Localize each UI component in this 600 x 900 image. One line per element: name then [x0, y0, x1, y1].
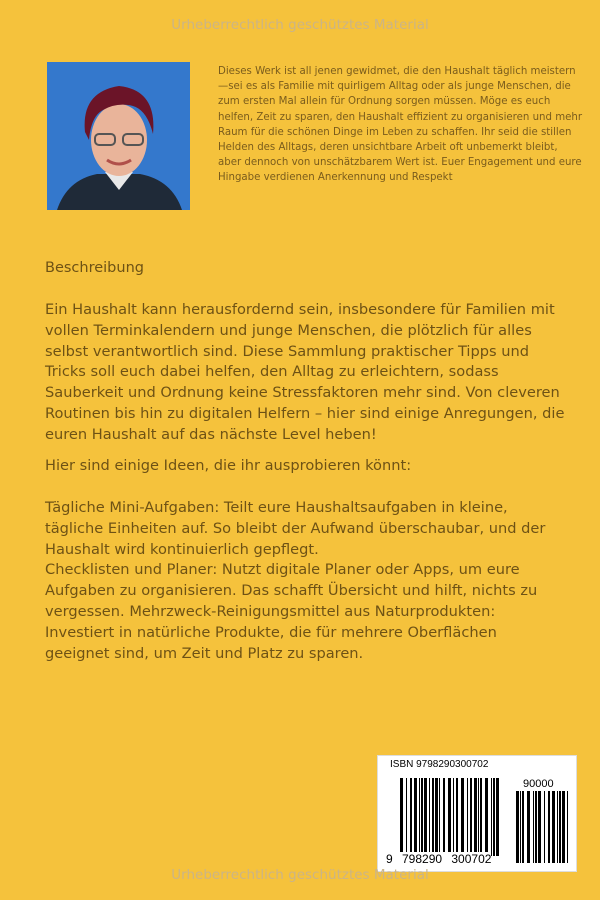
barcode-bars — [400, 778, 500, 856]
barcode-bar — [432, 778, 434, 856]
barcode-bar — [520, 791, 521, 863]
idea-item: Checklisten und Planer: Nutzt digitale Planer oder Apps, um eure Aufgaben zu organisieren. Das schafft Übersicht und hilft, nichts zu vergessen. Mehrzweck-Reinigungsmittel aus Naturprodukten: Investiert in natürliche Produkte, die für mehrere Oberflächen geeignet sind, um Zeit und Platz zu sparen. — [45, 561, 538, 662]
barcode-digits: 9 798290 300702 — [386, 852, 492, 866]
barcode-bar — [448, 778, 451, 856]
ideas-list — [45, 498, 565, 664]
barcode-bar — [522, 791, 524, 863]
isbn-barcode — [377, 755, 577, 872]
barcode-bar — [552, 791, 555, 863]
barcode-bar — [485, 778, 488, 856]
barcode-bar — [516, 791, 519, 863]
barcode-bar — [467, 778, 468, 856]
barcode-bar — [439, 778, 440, 856]
barcode-bar — [456, 778, 458, 856]
barcode-bar — [557, 791, 558, 863]
barcode-bar — [562, 791, 565, 863]
barcode-bar — [544, 791, 545, 863]
barcode-bar — [461, 778, 464, 856]
barcode-bar — [435, 778, 438, 856]
watermark-bottom: Urheberrechtlich geschütztes Material — [171, 867, 429, 883]
barcode-bar — [478, 778, 479, 856]
barcode-bar — [491, 778, 492, 856]
barcode-bar — [443, 778, 445, 856]
barcode-bar — [559, 791, 561, 863]
barcode-bar — [535, 791, 537, 863]
description-paragraph: Ein Haushalt kann herausfordernd sein, insbesondere für Familien mit vollen Terminkalendern und junge Menschen, die plötzlich für alles selbst verantwortlich sind. Diese Sammlung praktischer Tipps und Tricks soll euch dabei helfen, den Alltag zu erleichtern, sodass Sauberkeit und Ordnung keine Stressfaktoren mehr sind. Von cleveren Routinen bis hin zu digitalen Helfern – hier sind einige Anregungen, die euren Haushalt auf das nächste Level heben! — [45, 301, 565, 443]
barcode-bar — [538, 791, 541, 863]
barcode-bar — [480, 778, 482, 856]
barcode-bar — [533, 791, 534, 863]
barcode-bar — [548, 791, 550, 863]
idea-item: Tägliche Mini-Aufgaben: Teilt eure Haushaltsaufgaben in kleine, tägliche Einheiten auf. So bleibt der Aufwand überschaubar, und der Haushalt wird kontinuierlich gepflegt. — [45, 499, 546, 558]
barcode-bar — [414, 778, 417, 856]
barcode-bar — [406, 778, 407, 856]
watermark-top: Urheberrechtlich geschütztes Material — [171, 17, 429, 33]
description-heading: Beschreibung — [45, 260, 144, 276]
barcode-bar — [493, 778, 495, 856]
isbn-label: ISBN 9798290300702 — [390, 759, 489, 770]
barcode-bar — [421, 778, 423, 856]
barcode-bar — [419, 778, 420, 856]
author-portrait-image — [47, 62, 190, 210]
barcode-bar — [429, 778, 430, 856]
barcode-bar — [453, 778, 454, 856]
author-photo — [47, 62, 190, 210]
barcode-bar — [474, 778, 477, 856]
barcode-bar — [424, 778, 427, 856]
barcode-addon-bars — [516, 791, 568, 863]
barcode-bar — [400, 778, 403, 856]
price-code: 90000 — [523, 778, 554, 790]
barcode-bar — [470, 778, 472, 856]
ideas-intro: Hier sind einige Ideen, die ihr ausprobieren könnt: — [45, 457, 412, 474]
barcode-bar — [527, 791, 530, 863]
dedication-text: Dieses Werk ist all jenen gewidmet, die den Haushalt täglich meistern—sei es als Familie mit quirligem Alltag oder als junge Menschen, die zum ersten Mal allein für Ordnung sorgen müssen. Möge es euch helfen, Zeit zu sparen, den Haushalt effizient zu organisieren und mehr Raum für die schönen Dinge im Leben zu schaffen. Ihr seid die stillen Helden des Alltags, deren unsichtbare Arbeit oft unbemerkt bleibt, aber dennoch von unschätzbarem Wert ist. Euer Engagement und eure Hingabe verdienen Anerkennung und Respekt — [218, 66, 583, 184]
barcode-bar — [410, 778, 412, 856]
barcode-bar — [567, 791, 568, 863]
barcode-bar — [496, 778, 499, 856]
